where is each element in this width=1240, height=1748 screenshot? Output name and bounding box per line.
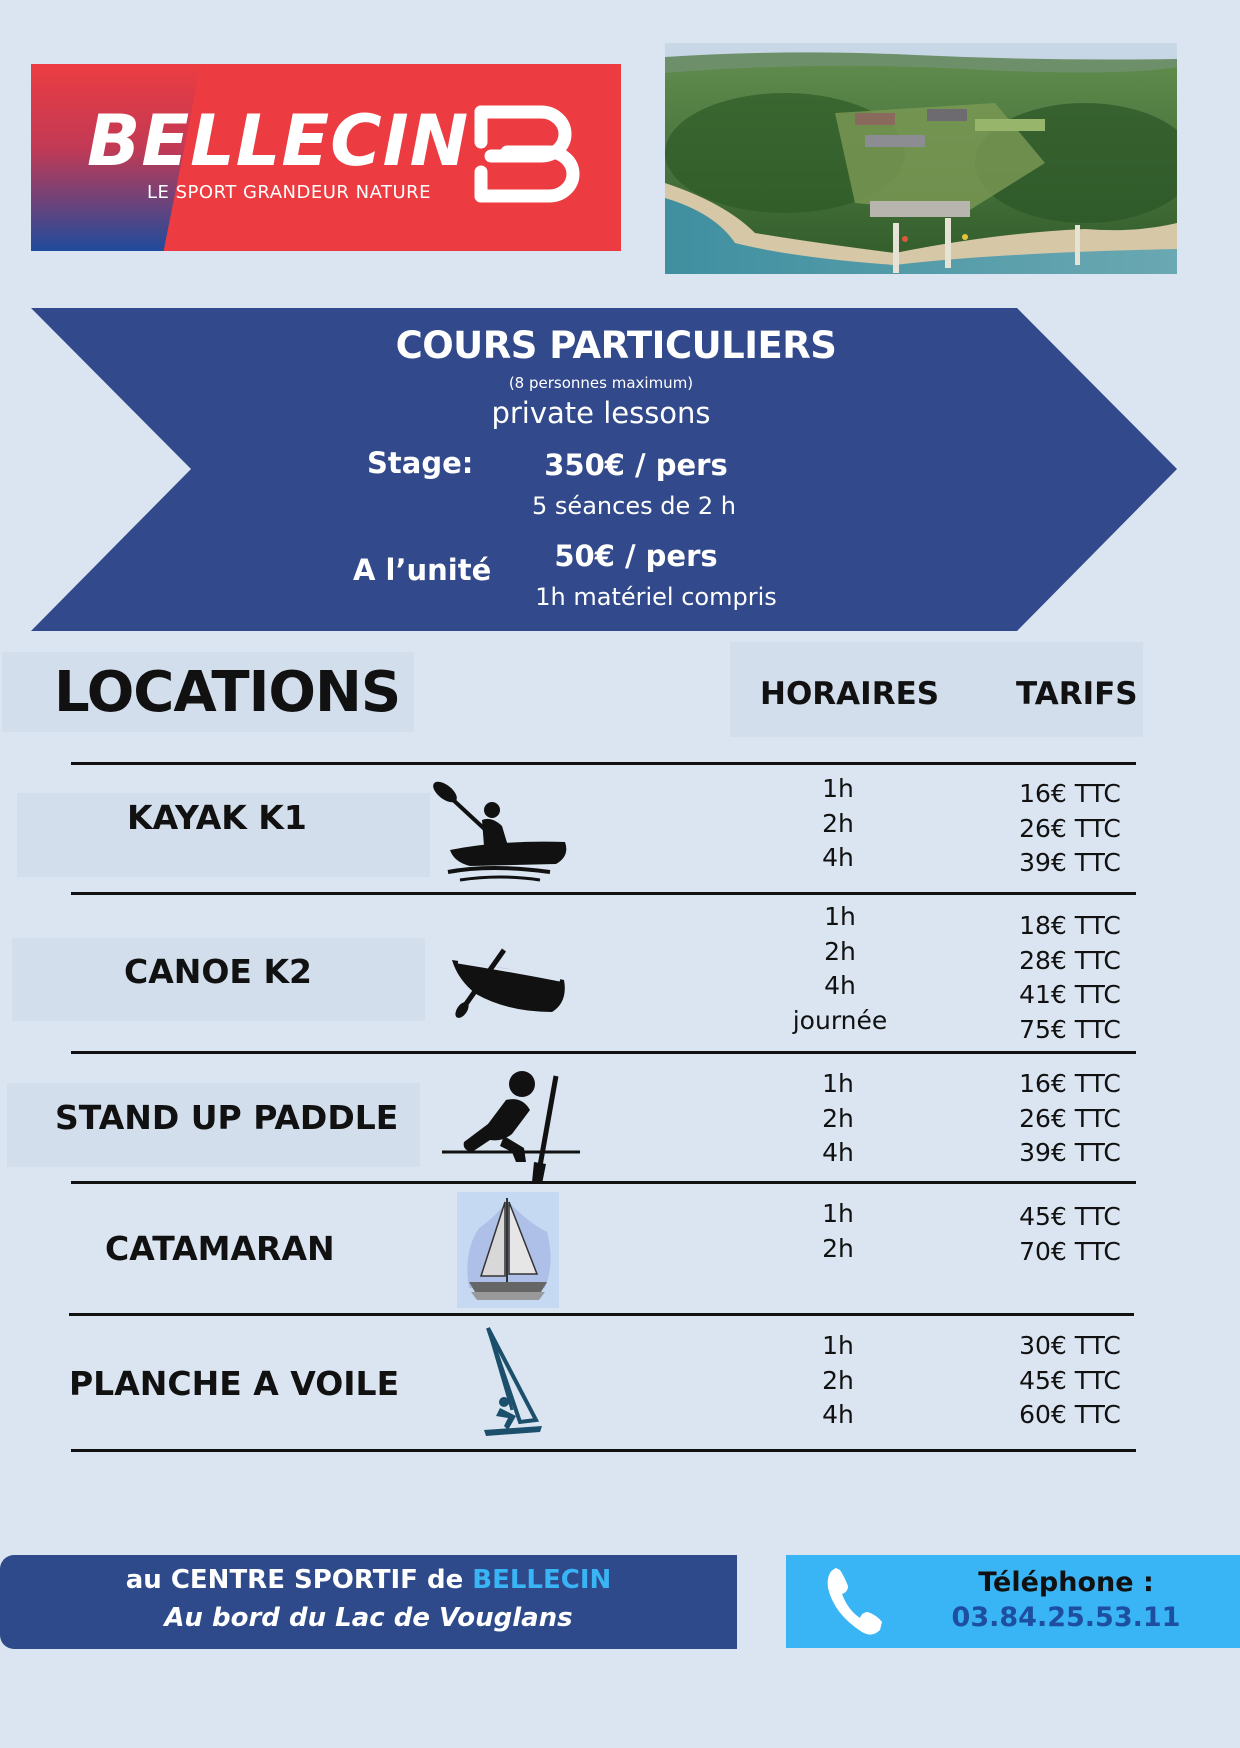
logo-b-mark-icon	[471, 102, 591, 206]
banner-subtitle: private lessons	[491, 396, 711, 430]
locations-title: LOCATIONS	[54, 660, 401, 725]
unit-price: 50€ / pers	[554, 539, 718, 573]
activity-name-catamaran: CATAMARAN	[105, 1229, 335, 1268]
stage-note: 5 séances de 2 h	[532, 492, 736, 520]
kayak-icon	[430, 780, 575, 886]
price-value: 41€ TTC	[1019, 980, 1121, 1009]
banner-title: COURS PARTICULIERS	[395, 324, 837, 367]
logo-tagline: LE SPORT GRANDEUR NATURE	[147, 182, 432, 203]
price-value: 30€ TTC	[1019, 1331, 1121, 1360]
hour-value: 1h	[822, 774, 854, 803]
kayak-hours	[800, 772, 876, 876]
phone-icon	[822, 1564, 886, 1638]
row-divider	[71, 1449, 1136, 1452]
row-divider	[69, 1313, 1134, 1316]
windsurf-prices	[1010, 1329, 1130, 1433]
hour-value: 4h	[824, 971, 856, 1000]
catamaran-hours	[800, 1197, 876, 1266]
unit-label: A l’unité	[353, 553, 492, 587]
unit-note: 1h matériel compris	[535, 583, 777, 611]
row-divider	[71, 1181, 1136, 1184]
price-value: 18€ TTC	[1019, 911, 1121, 940]
footer-location-line	[0, 1565, 737, 1595]
hour-value: 2h	[822, 1365, 854, 1395]
footer-lake-line: Au bord du Lac de Vouglans	[164, 1603, 573, 1633]
windsurf-hours	[800, 1329, 876, 1433]
hour-value: 2h	[822, 1103, 854, 1133]
phone-footer	[786, 1555, 1240, 1648]
price-value: 16€ TTC	[1019, 779, 1121, 808]
hour-value: 4h	[822, 1400, 854, 1429]
price-value: 26€ TTC	[1019, 813, 1121, 843]
private-lessons-banner	[31, 308, 1177, 631]
hour-value: 2h	[822, 808, 854, 838]
catamaran-prices	[1010, 1200, 1130, 1269]
prices-column-header: TARIFS	[1016, 676, 1138, 712]
phone-label: Téléphone :	[978, 1567, 1154, 1598]
hour-value: journée	[792, 1005, 888, 1035]
canoe-hours	[790, 900, 890, 1038]
hour-value: 1h	[822, 1199, 854, 1228]
price-value: 60€ TTC	[1019, 1400, 1121, 1429]
price-value: 75€ TTC	[1019, 1014, 1121, 1044]
stage-price: 350€ / pers	[544, 448, 728, 482]
catamaran-icon	[457, 1192, 559, 1308]
price-value: 39€ TTC	[1019, 848, 1121, 877]
hours-column-header: HORAIRES	[760, 676, 940, 712]
paddle-icon	[442, 1070, 582, 1186]
activity-name-canoe: CANOE K2	[124, 952, 312, 991]
phone-number[interactable]: 03.84.25.53.11	[951, 1602, 1181, 1633]
bellecin-logo	[31, 64, 621, 251]
row-divider	[71, 1051, 1136, 1054]
price-value: 16€ TTC	[1019, 1069, 1121, 1098]
paddle-hours	[800, 1067, 876, 1171]
row-divider	[71, 892, 1136, 895]
location-footer	[0, 1555, 737, 1649]
price-value: 26€ TTC	[1019, 1103, 1121, 1133]
hour-value: 2h	[822, 1233, 854, 1263]
hour-value: 1h	[822, 1069, 854, 1098]
canoe-prices	[1010, 909, 1130, 1047]
hour-value: 1h	[824, 902, 856, 931]
windsurf-icon	[480, 1326, 548, 1438]
activity-name-stand-up-paddle: STAND UP PADDLE	[55, 1098, 399, 1137]
price-value: 28€ TTC	[1019, 945, 1121, 975]
price-value: 45€ TTC	[1019, 1365, 1121, 1395]
hour-value: 1h	[822, 1331, 854, 1360]
paddle-prices	[1010, 1067, 1130, 1171]
logo-wordmark: BELLECIN	[87, 100, 470, 182]
canoe-icon	[448, 946, 572, 1020]
row-divider	[71, 762, 1136, 765]
footer-location-highlight: BELLECIN	[472, 1565, 612, 1595]
price-value: 70€ TTC	[1019, 1236, 1121, 1266]
price-value: 39€ TTC	[1019, 1138, 1121, 1167]
kayak-prices	[1010, 777, 1130, 881]
price-value: 45€ TTC	[1019, 1202, 1121, 1231]
footer-location-prefix: au CENTRE SPORTIF de	[125, 1565, 473, 1595]
activity-name-windsurf: PLANCHE A VOILE	[69, 1364, 400, 1403]
stage-label: Stage:	[367, 446, 474, 480]
banner-max-note: (8 personnes maximum)	[508, 374, 694, 392]
activity-name-kayak: KAYAK K1	[127, 798, 307, 837]
lake-aerial-photo	[665, 43, 1177, 274]
hour-value: 4h	[822, 1138, 854, 1167]
hour-value: 4h	[822, 843, 854, 872]
hour-value: 2h	[824, 936, 856, 966]
